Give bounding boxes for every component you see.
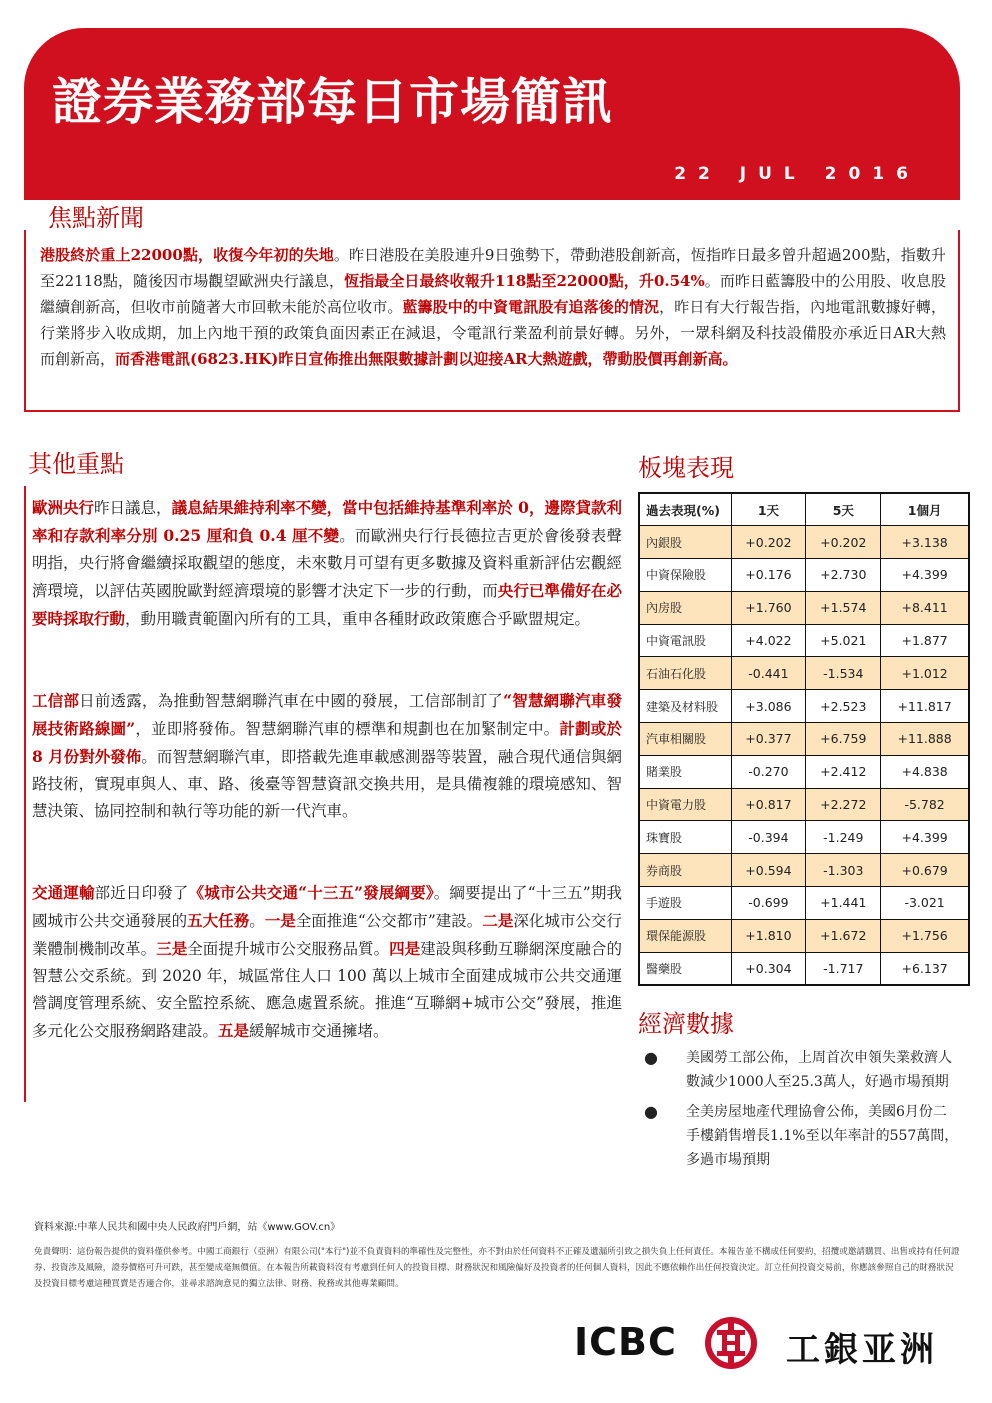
body-text: 。昨日港股在美股連升9日強勢下，帶動港股創新高，恆指昨日最多曾升超過200點，指數升至22118點，隨後因市場觀望歐洲央行議息， [40, 246, 947, 290]
logo-text-en: ICBC [574, 1320, 677, 1364]
highlight-text: “智慧網聯汽車發展技術路線圖” [32, 691, 622, 738]
highlight-text: 藍籌股中的中資電訊股有追落後的情況 [402, 298, 660, 316]
return-1m-cell: +0.679 [881, 854, 969, 887]
table-row [639, 526, 969, 559]
sector-name-cell: 醫藥股 [639, 952, 731, 985]
return-1m-cell: +11.817 [881, 690, 969, 723]
body-text: 。 [249, 912, 265, 930]
return-5d-cell: -1.249 [806, 821, 881, 854]
return-5d-cell: -1.717 [806, 952, 881, 985]
other-highlights-title: 其他重點 [28, 450, 124, 478]
list-item [640, 1046, 960, 1094]
return-5d-cell: +1.574 [806, 591, 881, 624]
sector-name-cell: 券商股 [639, 854, 731, 887]
col-header-5d: 5天 [806, 493, 881, 526]
icbc-emblem-icon [704, 1316, 758, 1370]
sector-performance-table [638, 492, 970, 986]
return-1d-cell: +0.817 [731, 788, 806, 821]
economic-data-title: 經濟數據 [638, 1010, 734, 1038]
sector-name-cell: 建築及材料股 [639, 690, 731, 723]
table-row [639, 821, 969, 854]
return-1m-cell: +11.888 [881, 723, 969, 756]
return-1d-cell: +0.176 [731, 559, 806, 592]
return-1m-cell: +1.877 [881, 624, 969, 657]
bullet-icon: ● [644, 1102, 658, 1121]
economic-data-list [640, 1046, 960, 1178]
return-1d-cell: -0.270 [731, 755, 806, 788]
highlight-text: 恆指最全日最終收報升118點至22000點，升0.54% [344, 272, 705, 290]
return-1d-cell: +0.304 [731, 952, 806, 985]
return-1d-cell: +0.594 [731, 854, 806, 887]
sector-name-cell: 中資電力股 [639, 788, 731, 821]
return-1m-cell: +1.756 [881, 919, 969, 952]
return-1d-cell: -0.441 [731, 657, 806, 690]
return-5d-cell: +2.272 [806, 788, 881, 821]
table-row [639, 854, 969, 887]
highlight-text: 三是 [156, 939, 188, 958]
col-header-1m: 1個月 [881, 493, 969, 526]
report-date: 22 JUL 2016 [674, 164, 920, 184]
body-text: 日前透露，為推動智慧網聯汽車在中國的發展，工信部制訂了 [79, 692, 504, 710]
sector-name-cell: 內房股 [639, 591, 731, 624]
highlight-text: 歐洲央行 [32, 498, 95, 517]
return-1d-cell: -0.394 [731, 821, 806, 854]
body-text: 緩解城市交通擁堵。 [249, 1022, 389, 1040]
return-1m-cell: +4.838 [881, 755, 969, 788]
list-item [640, 1100, 960, 1172]
highlight-text: 計劃或於 8 月份對外發佈 [32, 719, 622, 766]
highlight-paragraph [32, 687, 622, 825]
return-5d-cell: +1.672 [806, 919, 881, 952]
other-highlights-box [24, 486, 630, 1102]
highlight-text: 議息結果維持利率不變，當中包括維持基準利率於 0，邊際貸款利率和存款利率分別 0.25 厘和負 0.4 厘不變 [32, 498, 622, 545]
body-text: ，並即將發佈。智慧網聯汽車的標準和規劃也在加緊制定中。 [135, 720, 560, 738]
highlight-text: 交通運輸 [32, 883, 95, 902]
disclaimer: 免責聲明：這份報告提供的資料僅供參考。中國工商銀行（亞洲）有限公司("本行")並不負責資料的準確性及完整性，亦不對由於任何資料不正確及遺漏所引致之損失負上任何責任。本報告並不構成任何要約，招攬或邀請購買、出售或持有任何證券、投資涉及風險，證券價格可升可跌，甚至變成毫無價值。在本報告所載資料沒有考慮到任何人的投資目標、財務狀況和風險偏好及投資者的任何個人資料，因此不應依賴作出任何投資決定。訂立任何投資交易前，你應該參照自己的財務狀況及投資目標考慮這種買賣是否適合你，並尋求諮詢意見的獨立法律、財務、稅務或其他專業顧問。 [34, 1247, 960, 1289]
body-text: 昨日議息， [94, 499, 172, 517]
return-1d-cell: +0.202 [731, 526, 806, 559]
return-5d-cell: +2.730 [806, 559, 881, 592]
table-row [639, 591, 969, 624]
return-1m-cell: +4.399 [881, 559, 969, 592]
report-title: 證券業務部每日市場簡訊 [52, 73, 613, 131]
body-text: ，動用職責範圍內所有的工具，重申各種財政政策應合乎歐盟規定。 [125, 610, 591, 628]
col-header-period: 過去表現(%) [639, 493, 731, 526]
focus-news-paragraph [40, 242, 946, 372]
table-row [639, 755, 969, 788]
return-5d-cell: +2.523 [806, 690, 881, 723]
icbc-logo [574, 1316, 964, 1370]
return-5d-cell: +6.759 [806, 723, 881, 756]
col-header-1d: 1天 [731, 493, 806, 526]
sector-name-cell: 石油石化股 [639, 657, 731, 690]
return-1d-cell: +3.086 [731, 690, 806, 723]
table-header-row [639, 493, 969, 526]
body-text: 。綱要提出了“十三五”期我國城市公共交通發展的 [32, 884, 622, 930]
sector-name-cell: 汽車相關股 [639, 723, 731, 756]
return-5d-cell: +5.021 [806, 624, 881, 657]
economic-data-text: 全美房屋地產代理協會公佈，美國6月份二手樓銷售增長1.1%至以年率計的557萬間，多過市場預期 [686, 1104, 959, 1168]
highlight-text: 二是 [482, 911, 514, 930]
table-row [639, 887, 969, 920]
table-row [639, 657, 969, 690]
sector-name-cell: 手遊股 [639, 887, 731, 920]
return-1d-cell: +4.022 [731, 624, 806, 657]
return-1d-cell: -0.699 [731, 887, 806, 920]
return-1m-cell: +3.138 [881, 526, 969, 559]
return-1d-cell: +0.377 [731, 723, 806, 756]
bullet-icon: ● [644, 1048, 658, 1067]
table-row [639, 788, 969, 821]
highlight-paragraph [32, 879, 622, 1045]
report-header [24, 28, 960, 200]
sector-performance-title: 板塊表現 [638, 454, 734, 482]
table-row [639, 723, 969, 756]
sector-name-cell: 珠寶股 [639, 821, 731, 854]
return-5d-cell: -1.534 [806, 657, 881, 690]
return-1m-cell: -3.021 [881, 887, 969, 920]
highlight-text: 四是 [389, 939, 421, 958]
highlight-text: 央行已準備好在必要時採取行動 [32, 581, 622, 628]
return-5d-cell: +1.441 [806, 887, 881, 920]
return-5d-cell: +2.412 [806, 755, 881, 788]
body-text: 深化城市公交行業體制機制改革。 [32, 912, 622, 958]
sector-name-cell: 中資保險股 [639, 559, 731, 592]
focus-news-box [24, 230, 960, 412]
return-5d-cell: -1.303 [806, 854, 881, 887]
sector-name-cell: 內銀股 [639, 526, 731, 559]
body-text: 。而昨日藍籌股中的公用股、收息股繼續創新高，但收市前隨著大市回軟未能於高位收市。 [40, 272, 946, 316]
body-text: 全面提升城市公交服務品質。 [187, 940, 390, 958]
body-text: 建設與移動互聯網深度融合的智慧公交系統。到 2020 年，城區常住人口 100 萬以上城市全面建成城市公共交通運營調度管理系統、安全監控系統、應急處置系統。推進“互聯網+城市公交”發展，推進多元化公交服務網路建設。 [32, 940, 622, 1040]
return-1m-cell: +8.411 [881, 591, 969, 624]
sector-name-cell: 中資電訊股 [639, 624, 731, 657]
highlight-text: 一是 [264, 911, 296, 930]
highlight-paragraph [32, 494, 622, 633]
body-text: 全面推進“公交都市”建設。 [295, 912, 483, 930]
sector-name-cell: 賭業股 [639, 755, 731, 788]
return-5d-cell: +0.202 [806, 526, 881, 559]
return-1m-cell: +1.012 [881, 657, 969, 690]
data-source: 資料來源:中華人民共和國中央人民政府門戶網，站《www.GOV.cn》 [34, 1222, 341, 1233]
return-1m-cell: -5.782 [881, 788, 969, 821]
table-row [639, 624, 969, 657]
table-row [639, 559, 969, 592]
highlight-text: 港股終於重上22000點，收復今年初的失地 [40, 246, 334, 264]
body-text: 。而智慧網聯汽車，即搭載先進車載感測器等裝置，融合現代通信與網路技術，實現車與人、車、路、後臺等智慧資訊交換共用，是具備複雜的環境感知、智慧決策、協同控制和執行等功能的新一代汽車。 [32, 748, 622, 820]
return-1d-cell: +1.810 [731, 919, 806, 952]
return-1d-cell: +1.760 [731, 591, 806, 624]
highlight-text: 《城市公共交通“十三五”發展綱要》 [188, 883, 434, 902]
return-1m-cell: +4.399 [881, 821, 969, 854]
body-text: 部近日印發了 [94, 884, 189, 902]
table-row [639, 690, 969, 723]
highlight-text: 五大任務 [187, 911, 250, 930]
body-text: ，昨日有大行報告指，內地電訊數據好轉，行業將步入收成期，加上內地干預的政策負面因素正在減退，令電訊行業盈利前景好轉。另外，一眾科網及科技設備股亦承近日AR大熱而創新高， [40, 298, 946, 368]
table-row [639, 952, 969, 985]
sector-name-cell: 環保能源股 [639, 919, 731, 952]
economic-data-text: 美國勞工部公佈，上周首次申領失業救濟人數減少1000人至25.3萬人，好過市場預期 [686, 1050, 952, 1090]
body-text: 。而歐洲央行行長德拉吉更於會後發表聲明指，央行將會繼續採取觀望的態度，未來數月可望有更多數據及資料重新評估宏觀經濟環境，以評估英國脫歐對經濟環境的影響才決定下一步的行動，而 [32, 527, 622, 600]
focus-news-title: 焦點新聞 [48, 204, 144, 232]
highlight-text: 而香港電訊(6823.HK)昨日宣佈推出無限數據計劃以迎接AR大熱遊戲，帶動股價再創新高。 [115, 350, 738, 368]
table-row [639, 919, 969, 952]
return-1m-cell: +6.137 [881, 952, 969, 985]
highlight-text: 工信部 [32, 691, 80, 710]
highlight-text: 五是 [218, 1021, 250, 1040]
logo-text-cn: 工銀亚洲 [786, 1330, 938, 1370]
